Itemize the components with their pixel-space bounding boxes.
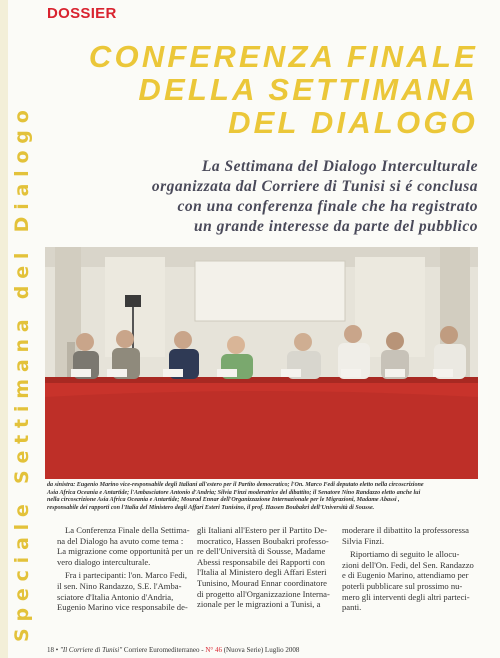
caption-line: da sinistra: Eugenio Marino vice-responsabile degli Italiani all'estero per il Partito democratico; l'On. Marco Fedi deputato eletto nella circoscrizione: [47, 482, 424, 488]
text-line: moderare il dibattito la professoressa: [342, 525, 469, 535]
subtitle-line: La Settimana del Dialogo Interculturale: [201, 158, 478, 175]
article-subtitle: [38, 157, 478, 237]
magazine-subtitle: Corriere Euromediterraneo -: [122, 646, 206, 654]
text-line: re dell'Università di Sousse, Madame: [197, 546, 326, 557]
text-line: e di Eugenio Marino, attendiamo per: [342, 570, 469, 581]
title-line: DELLA SETTIMANA: [138, 72, 478, 107]
text-line: mero gli interventi degli altri parteci-: [342, 591, 470, 602]
text-line: zionale per le migrazioni a Tunisi, a: [197, 599, 321, 610]
text-line: Eugenio Marino vice responsabile de-: [57, 602, 188, 613]
paragraph: [342, 549, 472, 613]
text-line: zioni dell'On. Fedi, del Sen. Randazzo: [342, 559, 474, 570]
sidebar-vertical-title: Speciale Settimana del Dialogo: [11, 103, 33, 642]
article-body: [47, 525, 479, 635]
text-line: Riportiamo di seguito le allocu-: [350, 549, 460, 560]
magazine-name: "Il Corriere di Tunisi": [59, 646, 123, 654]
conference-photo: [45, 247, 478, 479]
title-line: CONFERENZA FINALE: [88, 39, 478, 74]
article-title: [48, 40, 478, 139]
text-line: l'Italia al Ministero degli Affari Esteri: [197, 567, 327, 578]
sidebar: [0, 0, 40, 658]
text-line: il sen. Nino Randazzo, S.E. l'Amba-: [57, 580, 182, 591]
section-label: DOSSIER: [47, 5, 117, 22]
page-number: 18: [47, 646, 54, 654]
page-footer: [47, 646, 477, 654]
text-line: panti.: [342, 602, 362, 613]
paragraph: [342, 525, 472, 546]
subtitle-line: un grande interesse da parte del pubblico: [193, 218, 478, 235]
text-line: mocratico, Hassen Boubakri professo-: [197, 535, 329, 546]
sidebar-strip: [0, 0, 8, 658]
text-line: di progetto all'Organizzazione Interna-: [197, 588, 330, 599]
subtitle-line: organizzata dal Corriere di Tunisi si é conclusa: [151, 178, 478, 195]
text-line: La Conferenza Finale della Settima-: [65, 525, 190, 535]
photo-caption: [47, 482, 477, 512]
issue-series: (Nuova Serie) Luglio 2008: [221, 646, 300, 654]
text-line: na del Dialogo ha avuto come tema :: [57, 535, 184, 546]
text-line: Fra i partecipanti: l'on. Marco Fedi,: [65, 570, 188, 581]
issue-number: N° 46: [205, 646, 222, 654]
paragraph: [197, 525, 330, 610]
text-line: Tunisino, Mourad Ennar coordinatore: [197, 577, 328, 588]
footer-bullet: •: [55, 646, 59, 654]
text-line: Abessi responsabile dei Rapporti con: [197, 556, 325, 567]
caption-line: Asia Africa Oceania e Antartide; l'Ambasciatore Antonio d'Andria; Silvia Finzi moderatrice del dibattito; il Senatore Nino Randazzo eletto anche lui: [47, 489, 421, 496]
text-line: La migrazione come opportunità per un: [57, 546, 194, 557]
text-line: vero dialogo interculturale.: [57, 556, 151, 567]
subtitle-line: con una conferenza finale che ha registrato: [177, 198, 478, 215]
text-line: poterli pubblicare sul prossimo nu-: [342, 580, 463, 591]
text-line: sciatore d'Italia Antonio d'Andria,: [57, 591, 174, 602]
text-line: Silvia Finzi.: [342, 535, 385, 546]
caption-line: nella circoscrizione Asia Africa Oceania e Antartide; Mourad Ennar dell'Organizzazione Internazionale per le Migrazioni, Madame Abassi ,: [47, 497, 400, 504]
body-column-3: [342, 525, 472, 613]
paragraph: [57, 570, 187, 612]
body-column-1: [57, 525, 194, 613]
text-line: gli Italiani all'Estero per il Partito De-: [197, 525, 327, 535]
paragraph: [57, 525, 194, 567]
title-line: DEL DIALOGO: [228, 105, 478, 140]
caption-line: responsabile dei rapporti con l'Italia del Ministero degli Affari Esteri Tunisino, il prof. Hassen Boubakri dell'Università di Sousse.: [47, 504, 375, 511]
body-column-2: [197, 525, 330, 610]
